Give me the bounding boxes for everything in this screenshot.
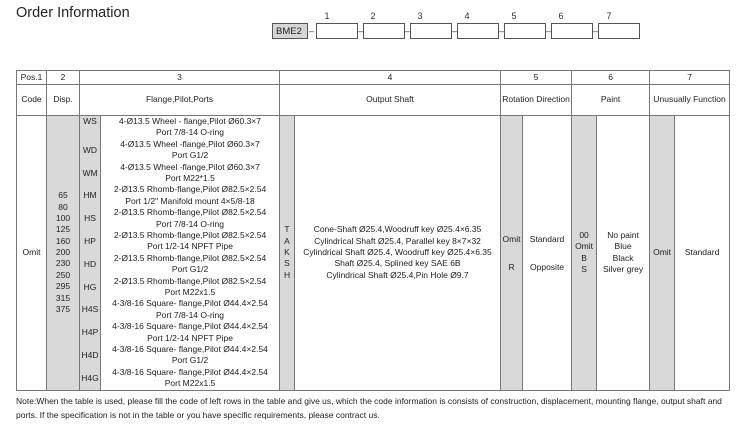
flange-code: HD <box>83 258 97 269</box>
displacement-item: 230 <box>55 258 71 269</box>
header-pos: 5 <box>501 71 572 85</box>
code-box-4[interactable] <box>457 23 499 39</box>
pos1-code: Omit <box>17 116 47 391</box>
header-pos: 4 <box>280 71 501 85</box>
code-dash: – <box>405 26 411 36</box>
code-position-label: 6 <box>558 11 564 21</box>
code-box-3[interactable] <box>410 23 452 39</box>
flange-line: Port 7/8-14 O-ring <box>155 218 225 229</box>
flange-line: Port 7/8-14 O-ring <box>155 127 225 138</box>
shaft-line: Cone-Shaft Ø25.4,Woodruff key Ø25.4×6.35 <box>313 224 482 235</box>
displacement-list <box>47 116 80 391</box>
code-box-2[interactable] <box>363 23 405 39</box>
options-row <box>17 116 730 391</box>
code-position-label: 2 <box>370 11 376 21</box>
shaft-line: Cylindrical Shaft Ø25.4,Pin Hole Ø9.7 <box>326 269 469 280</box>
paint-code: B <box>581 252 587 263</box>
code-prefix-box: BME2 <box>272 23 308 39</box>
flange-code: H4G <box>81 372 99 383</box>
header-name: Unusually Function <box>650 85 730 116</box>
paint-line: No paint <box>607 230 639 240</box>
paint-description-list <box>597 116 650 391</box>
shaft-code: A <box>284 235 290 246</box>
code-box-7[interactable] <box>598 23 640 39</box>
code-box-6[interactable] <box>551 23 593 39</box>
flange-line: 2-Ø13.5 Rhomb-flange,Pilot Ø82.5×2.54 <box>113 184 267 195</box>
paint-code-list <box>572 116 597 391</box>
code-dash: – <box>593 26 599 36</box>
header-pos: 7 <box>650 71 730 85</box>
displacement-item: 100 <box>55 212 71 223</box>
flange-line: Port M22*1.5 <box>165 173 215 184</box>
rotation-line: Standard <box>529 233 565 244</box>
paint-code: 00 <box>579 230 589 240</box>
function-code: Omit <box>650 116 675 391</box>
rotation-code: Omit <box>502 233 521 244</box>
paint-line: Blue <box>614 241 632 252</box>
flange-line: 2-Ø13.5 Rhomb-flange,Pilot Ø82.5×2.54 <box>113 230 267 240</box>
header-name: Flange,Pilot,Ports <box>80 85 280 116</box>
function-description: Standard <box>675 116 730 391</box>
shaft-description-list <box>295 116 501 391</box>
order-table <box>16 70 730 391</box>
displacement-item: 295 <box>55 281 71 292</box>
code-dash: – <box>452 26 458 36</box>
header-name: Disp. <box>47 85 80 116</box>
header-pos: 6 <box>572 71 650 85</box>
header-name: Code <box>17 85 47 116</box>
displacement-item: 160 <box>55 235 71 246</box>
shaft-code: K <box>284 247 290 258</box>
page-title: Order Information <box>16 5 130 21</box>
rotation-line: Opposite <box>530 261 565 272</box>
shaft-code-list <box>280 116 295 391</box>
code-dash: – <box>309 26 315 36</box>
flange-code: H4P <box>81 327 99 338</box>
flange-line: Port G1/2 <box>171 264 209 275</box>
rotation-description-list <box>523 116 572 391</box>
code-dash: – <box>546 26 552 36</box>
paint-line: Silver grey <box>602 264 644 275</box>
code-dash: – <box>358 26 364 36</box>
rotation-code-list <box>501 116 523 391</box>
header-name: Paint <box>572 85 650 116</box>
shaft-code: T <box>284 224 290 235</box>
shaft-line: Cylindrical Shaft Ø25.4, Parallel key 8×7×32 <box>314 235 481 246</box>
shaft-code: S <box>284 258 290 269</box>
rotation-code: R <box>508 261 515 272</box>
flange-code: HM <box>83 190 97 201</box>
displacement-item: 250 <box>55 269 71 280</box>
flange-code: HS <box>84 213 96 224</box>
flange-line: Port G1/2 <box>171 150 209 161</box>
flange-line: 4-Ø13.5 Wheel -flange,Pilot Ø60.3×7 <box>120 138 260 149</box>
paint-code: S <box>581 264 587 275</box>
flange-line: 4-3/8-16 Square- flange,Pilot Ø44.4×2.54 <box>112 298 268 309</box>
flange-code: HP <box>84 235 96 246</box>
flange-code-list <box>80 116 101 391</box>
header-row-positions <box>17 71 730 85</box>
displacement-item: 315 <box>55 292 71 303</box>
code-position-label: 7 <box>606 11 612 21</box>
header-name: Rotation Direction <box>501 85 572 116</box>
header-pos: 2 <box>47 71 80 85</box>
code-position-label: 1 <box>324 11 330 21</box>
flange-line: 4-3/8-16 Square- flange,Pilot Ø44.4×2.54 <box>112 366 268 377</box>
flange-code: WM <box>82 167 98 178</box>
flange-code: HG <box>83 281 97 292</box>
flange-code: H4D <box>81 349 99 360</box>
flange-line: 2-Ø13.5 Rhomb-flange,Pilot Ø82.5×2.54 <box>113 252 267 263</box>
code-position-label: 4 <box>464 11 470 21</box>
flange-description-list <box>101 116 280 391</box>
flange-line: Port G1/2 <box>171 355 209 366</box>
displacement-item: 125 <box>55 224 71 235</box>
flange-line: 4-3/8-16 Square- flange,Pilot Ø44.4×2.54 <box>112 343 268 354</box>
code-box-5[interactable] <box>504 23 546 39</box>
flange-line: Port M22x1.5 <box>164 286 216 297</box>
paint-line: Black <box>612 252 634 263</box>
shaft-line: Shaft Ø25.4, Splined key SAE 6B <box>334 258 461 269</box>
flange-code: H4S <box>81 304 99 315</box>
flange-line: Port M22x1.5 <box>164 378 216 389</box>
header-name: Output Shaft <box>280 85 501 116</box>
flange-line: Port 1/2" Manifold mount 4×5/8-18 <box>125 195 255 206</box>
flange-code: WD <box>82 144 98 155</box>
shaft-code: H <box>283 269 291 280</box>
code-position-label: 3 <box>417 11 423 21</box>
flange-line: Port 1/2-14 NPFT Pipe <box>147 332 233 343</box>
order-note: Note:When the table is used, please fill the code of left rows in the table and give us, which the code information is consists of construction, displacement, mounting flange, output shaft and ports. If the specification is not in the table or you have specific requirements, please contract us. <box>16 396 722 420</box>
flange-line: 2-Ø13.5 Rhomb-flange,Pilot Ø82.5×2.54 <box>113 207 267 218</box>
header-pos: Pos.1 <box>17 71 47 85</box>
flange-line: 4-Ø13.5 Wheel -flange,Pilot Ø60.3×7 <box>120 161 260 172</box>
flange-line: Port 1/2-14 NPFT Pipe <box>147 241 233 252</box>
code-dash: – <box>499 26 505 36</box>
shaft-line: Cylindrical Shaft Ø25.4, Woodruff key Ø25.4×6.35 <box>303 247 492 258</box>
displacement-item: 80 <box>58 201 68 212</box>
flange-code: WS <box>83 116 97 126</box>
flange-line: 2-Ø13.5 Rhomb-flange,Pilot Ø82.5×2.54 <box>113 275 267 286</box>
flange-line: Port 7/8-14 O-ring <box>155 309 225 320</box>
flange-line: 4-3/8-16 Square- flange,Pilot Ø44.4×2.54 <box>112 321 268 332</box>
header-pos: 3 <box>80 71 280 85</box>
code-box-1[interactable] <box>316 23 358 39</box>
displacement-item: 200 <box>55 247 71 258</box>
flange-line: 4-Ø13.5 Wheel - flange,Pilot Ø60.3×7 <box>119 116 261 127</box>
header-row-names <box>17 85 730 116</box>
displacement-item: 375 <box>55 304 71 315</box>
paint-code: Omit <box>575 241 594 252</box>
displacement-item: 65 <box>58 190 68 201</box>
code-position-label: 5 <box>511 11 517 21</box>
